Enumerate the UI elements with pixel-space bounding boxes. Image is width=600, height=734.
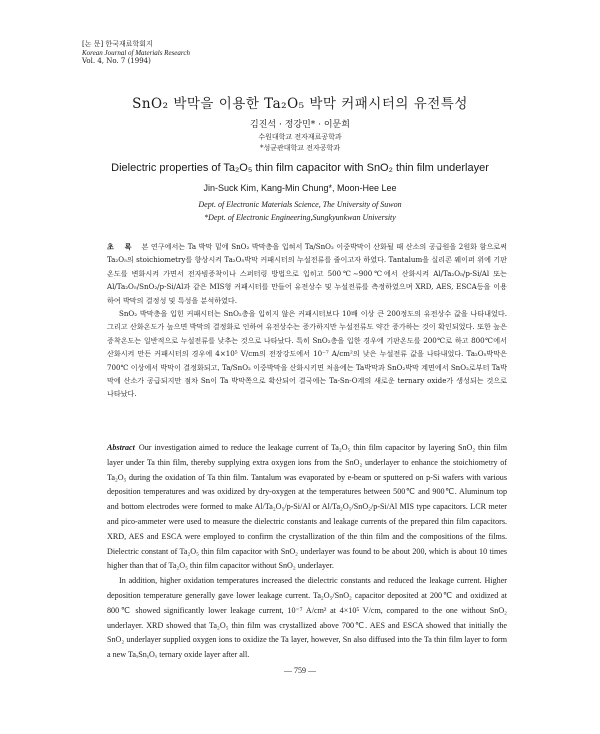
affiliation-korean-2: *성균관대학교 전자공학과 — [259, 144, 341, 152]
english-abstract-label: Abstract — [107, 443, 135, 452]
affiliations-english — [0, 198, 600, 224]
affiliation-english-2: *Dept. of Electronic Engineering,Sungkyunkwan University — [204, 213, 396, 222]
authors-english: Jin-Suck Kim, Kang-Min Chung*, Moon-Hee Lee — [203, 183, 397, 193]
affiliation-korean-1: 수원대학교 전자재료공학과 — [258, 133, 342, 141]
authors-korean: 김진석 · 정강민* · 이문희 — [250, 120, 350, 130]
journal-category: [논 문] 한국재료학회지 — [82, 40, 153, 48]
title-english: Dielectric properties of Ta₂O₅ thin film capacitor with SnO₂ thin film underlayer — [111, 162, 489, 174]
korean-abstract-paragraph-1: 본 연구에서는 Ta 박막 밑에 SnO₂ 박막층을 입혀서 Ta/SnO₂ 이중박막이 산화될 때 산소의 공급원을 2원화 함으로써 Ta₂O₅의 stoichiometry를 향상시켜 Ta₂O₅박막 커패시터의 누설전류를 줄이고자 하였다. Tantalum을 실리콘 웨이퍼 위에 기판온도를 변화시켜 가면서 전자빔증착이나 스퍼터링 방법으로 입히고 500℃∼900℃에서 산화시켜 Al/Ta₂O₅/p-Si/Al 또는 Al/Ta₂O₅/SnO₂/p-Si/Al과 같은 MIS형 커패시터를 만들어 유전상수 및 누설전류를 측정하였으며 XRD, AES, ESCA등을 이용하여 박막의 결정성 및 특성을 분석하였다. — [107, 242, 507, 305]
english-abstract-paragraph-2: In addition, higher oxidation temperatures increased the dielectric constants and reduced the leakage current. Higher deposition temperature generally gave lower leakage current. Ta₂O₅/SnO₂ capacitor deposited at 200℃ and oxidized at 800℃ showed significantly lower leakage current, 10⁻⁷ A/cm² at 4×10⁵ V/cm, compared to the one without SnO₂ underlayer. XRD showed that Ta₂O₅ thin film was crystallized above 700℃. AES and ESCA showed that initially the SnO₂ underlayer supplied oxygen ions to oxidize the Ta layer, however, Sn also diffused into the Ta thin film layer to form a new TaₓSnᵧOₓ ternary oxide layer after all. — [107, 576, 507, 660]
korean-abstract-paragraph-2: SnO₂ 박막층을 입힌 커패시터는 SnO₂층을 입히지 않은 커패시터보다 10배 이상 큰 200정도의 유전상수 값을 나타내었다. 그리고 산화온도가 높으면 박막의 결정화로 인하여 유전상수는 증가하지만 누설전류도 약간 증가하는 것이 확인되었다. 또한 높은 증착온도는 일반적으로 누설전류를 낮추는 것으로 나타났다. 특히 SnO₂층을 입한 경우에 기판온도를 200℃로 하고 800℃에서 산화시켜 만든 커패시터의 경우에 4×10⁵ V/cm의 전장강도에서 10⁻⁷ A/cm²의 낮은 누설전류 값을 나타내었다. Ta₂O₅박막은 700℃ 이상에서 박막이 결정화되고, Ta/SnO₂ 이중박막을 산화시키면 처음에는 Ta박막과 SnO₂박막 계면에서 SnO₂로부터 Ta박막에 산소가 공급되지만 점차 Sn이 Ta 박막쪽으로 확산되어 결국에는 Ta-Sn-O계의 새로운 ternary oxide가 생성되는 것으로 나타났다. — [107, 309, 508, 399]
journal-name: Korean Journal of Materials Research — [82, 48, 190, 57]
affiliations-korean — [0, 132, 600, 154]
korean-abstract — [107, 240, 507, 401]
page-number: — 759 — — [284, 666, 316, 675]
affiliation-english-1: Dept. of Electronic Materials Science, The University of Suwon — [198, 200, 402, 209]
korean-abstract-label: 초 록 — [107, 242, 136, 251]
english-abstract-paragraph-1: Our investigation aimed to reduce the leakage current of Ta₂O₅ thin film capacitor by layering SnO₂ thin film layer under Ta thin film, thereby supplying extra oxygen ions from the SnO₂ underlayer to enhance the stoichiometry of Ta₂O₅ during the oxidation of Ta thin film. Tantalum was evaporated by e-beam or sputtered on p-Si wafers with various deposition temperatures and was oxidized by dry-oxygen at the temperatures between 500℃ and 900℃. Aluminum top and bottom electrodes were formed to make Al/Ta₂O₅/p-Si/Al or Al/Ta₂O₅/SnO₂/p-Si/Al MIS type capacitors. LCR meter and pico-ammeter were used to measure the dielectric constants and leakage currents of the prepared thin film capacitors. XRD, AES and ESCA were employed to confirm the crystallization of the thin film and the compositions of the films. Dielectric constant of Ta₂O₅ thin film capacitor with SnO₂ underlayer was found to be about 200, which is about 10 times higher than that of Ta₂O₅ thin film capacitor without SnO₂ underlayer. — [107, 443, 507, 571]
journal-header — [82, 40, 190, 66]
english-abstract — [107, 441, 507, 663]
title-korean: SnO₂ 박막을 이용한 Ta₂O₅ 박막 커패시터의 유전특성 — [132, 96, 468, 112]
journal-volume: Vol. 4, No. 7 (1994) — [82, 57, 151, 65]
